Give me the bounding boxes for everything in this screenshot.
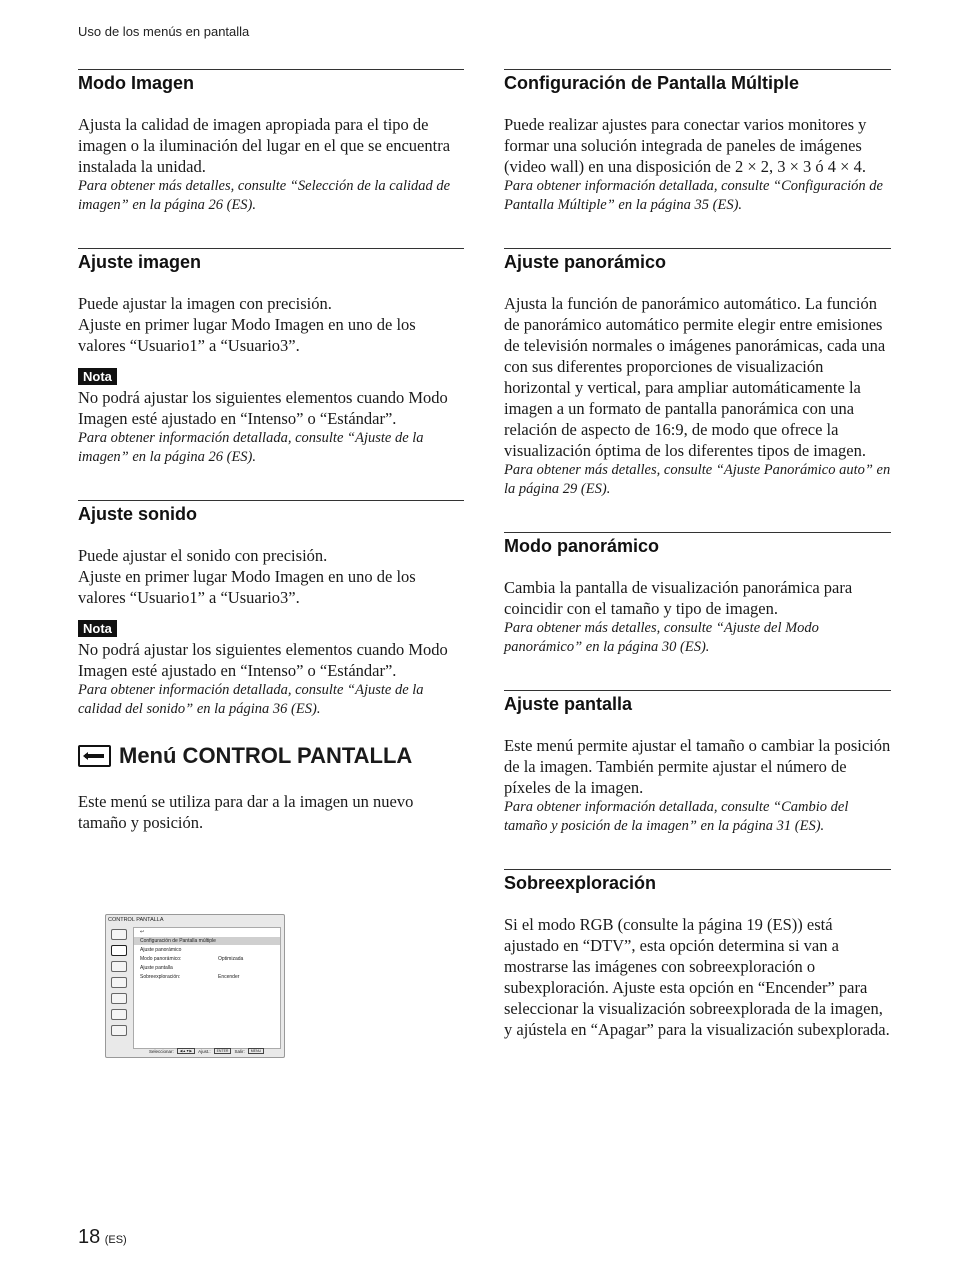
section-reference: Para obtener información detallada, consulte “Ajuste de la imagen” en la página 26 (ES). <box>78 430 424 465</box>
running-header: Uso de los menús en pantalla <box>78 24 250 39</box>
page-number-value: 18 <box>78 1226 101 1248</box>
section-title: Modo Imagen <box>78 73 194 93</box>
osd-row-label: Ajuste panorámico <box>140 947 182 953</box>
osd-row <box>140 938 216 944</box>
section-body-2: Ajuste en primer lugar Modo Imagen en uno de los valores “Usuario1” a “Usuario3”. <box>78 315 416 355</box>
section-body: Puede ajustar el sonido con precisión. <box>78 546 328 565</box>
section-sobreexploracion <box>504 869 891 1040</box>
osd-menu-screenshot <box>105 914 285 1058</box>
info-menu-icon <box>111 1025 127 1036</box>
section-body: Cambia la pantalla de visualización panorámica para coincidir con el tamaño y tipo de imagen. <box>504 578 853 618</box>
section-title: Ajuste panorámico <box>504 252 667 272</box>
osd-row <box>140 974 240 980</box>
enter-key: ENTER <box>214 1048 232 1054</box>
osd-row <box>140 956 244 962</box>
osd-row <box>140 947 181 953</box>
osd-row-label: Configuración de Pantalla múltiple <box>140 938 216 944</box>
screen-control-icon <box>78 745 111 767</box>
osd-row-label: Ajuste pantalla <box>140 965 173 971</box>
section-body: Puede ajustar la imagen con precisión. <box>78 294 332 313</box>
osd-row-label: Modo panorámico: <box>140 956 182 962</box>
section-body: Puede realizar ajustes para conectar varios monitores y formar una solución integrada de paneles de imágenes (video wall) en una disposición de 2 × 2, 3 × 3 ó 4 × 4. <box>504 115 867 176</box>
osd-title: CONTROL PANTALLA <box>108 917 164 923</box>
section-title: Ajuste sonido <box>78 504 198 524</box>
osd-menu-icons <box>109 927 131 1049</box>
note-body: No podrá ajustar los siguientes elementos cuando Modo Imagen esté ajustado en “Intenso” o “Estándar”. <box>78 388 448 428</box>
osd-row <box>140 965 173 971</box>
section-ajuste-sonido <box>78 500 464 719</box>
feature-menu-icon <box>111 977 127 988</box>
menu-heading <box>78 743 464 769</box>
menu-key: MENU <box>248 1048 264 1054</box>
osd-row-label: Sobreexploración: <box>140 974 181 980</box>
arrow-keys-icon: ◀▲▼▶ <box>177 1048 195 1054</box>
osd-foot-adjust: Ajust.: <box>198 1048 211 1054</box>
section-reference: Para obtener información detallada, consulte “Cambio del tamaño y posición de la imagen” en la página 31 (ES). <box>504 799 849 834</box>
section-modo-imagen <box>78 69 464 215</box>
menu-intro: Este menú se utiliza para dar a la imagen un nuevo tamaño y posición. <box>78 792 414 832</box>
osd-row-value: Optimizada <box>218 956 244 962</box>
page-number-suffix: (ES) <box>104 1234 127 1246</box>
osd-back-icon: ↩ <box>140 929 145 935</box>
section-title: Ajuste imagen <box>78 252 202 272</box>
section-pantalla-multiple <box>504 69 891 215</box>
section-ajuste-imagen <box>78 248 464 467</box>
note-body: No podrá ajustar los siguientes elementos cuando Modo Imagen esté ajustado en “Intenso” o “Estándar”. <box>78 640 448 680</box>
osd-row-value: Encender <box>218 974 240 980</box>
osd-foot-select: Seleccionar: <box>149 1048 174 1054</box>
section-body: Ajusta la calidad de imagen apropiada para el tipo de imagen o la iluminación del lugar en el que se encuentra instalada la unidad. <box>78 115 451 176</box>
section-reference: Para obtener información detallada, consulte “Configuración de Pantalla Múltiple” en la página 35 (ES). <box>504 178 883 213</box>
page-number <box>78 1226 127 1249</box>
osd-panel <box>133 927 281 1049</box>
section-ajuste-pantalla <box>504 690 891 836</box>
section-ajuste-panoramico <box>504 248 891 499</box>
picture-menu-icon <box>111 929 127 940</box>
section-body: Ajusta la función de panorámico automático. La función de panorámico automático permite elegir entre emisiones de televisión normales o imágenes panorámicas, cada una con sus diferentes proporciones de visualización horizontal y vertical, para ampliar automáticamente la imagen a un formato de pantalla panorámica con una relación de aspecto de 16:9, de modo que ofrece la visualización óptima de los diferentes tipos de imagen. <box>504 294 886 460</box>
section-modo-panoramico <box>504 532 891 657</box>
section-title: Configuración de Pantalla Múltiple <box>504 73 800 93</box>
section-body: Si el modo RGB (consulte la página 19 (ES)) está ajustado en “DTV”, esta opción determina si van a mostrarse las imágenes con sobreexploración o subexploración. Ajuste esta opción en “Encender” para seleccionar la visualización sobreexplorada de la imagen, y ajústela en “Apagar” para la visualización subexplorada. <box>504 915 890 1039</box>
right-column <box>504 69 891 1040</box>
input-menu-icon <box>111 993 127 1004</box>
menu-heading-text: Menú CONTROL PANTALLA <box>119 743 413 768</box>
note-badge: Nota <box>78 620 117 637</box>
section-reference: Para obtener más detalles, consulte “Ajuste del Modo panorámico” en la página 30 (ES). <box>504 620 819 655</box>
screen-menu-icon <box>111 945 127 956</box>
note-badge: Nota <box>78 368 117 385</box>
section-reference: Para obtener más detalles, consulte “Ajuste Panorámico auto” en la página 29 (ES). <box>504 462 891 497</box>
osd-foot-exit: Salir: <box>234 1048 245 1054</box>
section-title: Modo panorámico <box>504 536 660 556</box>
section-reference: Para obtener más detalles, consulte “Selección de la calidad de imagen” en la página 26 (ES). <box>78 178 451 213</box>
section-reference: Para obtener información detallada, consulte “Ajuste de la calidad del sonido” en la página 36 (ES). <box>78 682 424 717</box>
osd-footer <box>149 1048 264 1054</box>
section-body: Este menú permite ajustar el tamaño o cambiar la posición de la imagen. También permite ajustar el número de píxeles de la imagen. <box>504 736 891 797</box>
sound-menu-icon <box>111 961 127 972</box>
section-title: Ajuste pantalla <box>504 694 633 714</box>
left-column <box>78 69 464 833</box>
section-body-2: Ajuste en primer lugar Modo Imagen en uno de los valores “Usuario1” a “Usuario3”. <box>78 567 416 607</box>
section-title: Sobreexploración <box>504 873 657 893</box>
setup-menu-icon <box>111 1009 127 1020</box>
